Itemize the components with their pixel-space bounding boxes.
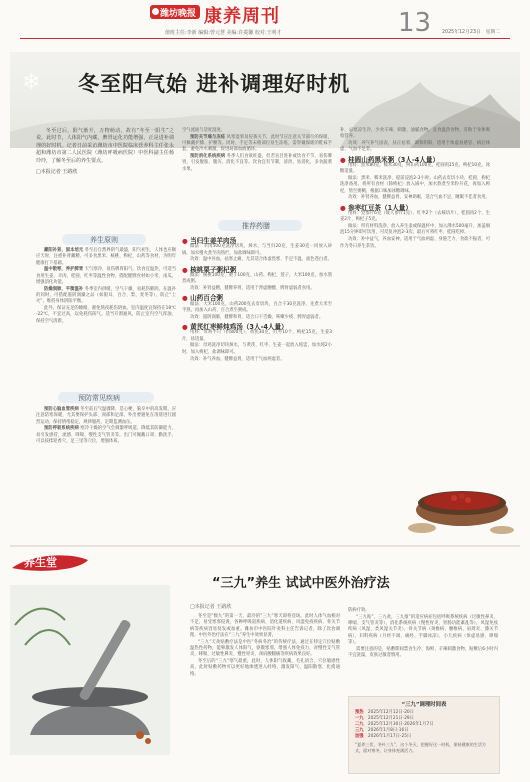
bullet-icon: ● [182, 237, 188, 245]
principle-head: 防燥润肺，平衡温补 [44, 286, 84, 292]
principle-head: 藏阳补肾，固本培元 [44, 248, 84, 253]
mortar-illustration [10, 585, 170, 755]
article-headline: “三九”养生 试试中医外治疗法 [212, 576, 390, 591]
article-column-2: 防病疗效。 “三九贴”，三九灸，三九推”的适应病症包括呼吸系统疾病（过敏性鼻炎、哮喘、支气管炎等），消化系统疾病（慢性胃炎、胃肠功能紊乱等），风湿免疫疾病（风湿、类风湿关节炎），骨关节病（颈椎病、腰椎病、肩周炎、膝关节病），妇科疾病（月经不调、痛经、手脚冰凉），小儿疾病（体虚易感、哮喘等）。 需要注意的是，贴敷期间禁食生冷、海鲜、辛辣刺激食物，贴敷后6小时内不宜洗澡，皮肤过敏者慎用。 [348, 608, 498, 659]
schedule-row: 三九 2026年1月8日-16日 [355, 728, 409, 734]
headline: 冬至阳气始 进补调理好时机 [78, 72, 351, 96]
intro-text: 冬至过后，阳气渐升，万物萌动，故有“冬至一阳生”之说。此时节，人体阳气内藏，脾胃运化功能增强，正是进补调理的好时机。记者日前采访潍坊市中医院临床营养科主任张永超和潍坊市第二人民医院（潍坊呼吸病医院）中医科副主任杨玲玲，了解冬至后的养生要点。 [36, 128, 174, 164]
prevention-item: 预防关节痛与冻疮 风寒湿邪易侵袭关节，此时节应注意关节部位的保暖，可佩戴护膝、护腰等。同时，手足等末梢部位易生冻疮，需穿戴保暖的鞋袜手套，避免冷水刺激，促进局部血液循环。 [182, 134, 332, 153]
schedule-row: 一九 2025年12月21日-29日 [355, 716, 414, 722]
schedule-list [349, 708, 499, 742]
section-header-principles [62, 234, 146, 245]
bullet-icon: ● [182, 323, 188, 332]
schedule-title: “三九”调理时间表 [401, 702, 447, 708]
recipe-item: ● 当归生姜羊肉汤 做法：羊肉500克洗净切块，焯水，与当归20克、生姜30克一同放入砂锅，加水慢火煮至肉熟烂，加盐调味即可。 功效：温中补血，祛寒止痛，尤其适合体虚畏寒、手足不温、面色苍白者。 [182, 237, 332, 263]
principle-item: 防燥润肺，平衡温补 冬季室内供暖，空气干燥，易耗伤肺阴。在温补的同时，可搭配滋阴润燥之品（如银耳、百合、梨、麦冬等），防止“上火”，维持身体阴阳平衡。 [36, 286, 177, 305]
logo-icon [152, 8, 159, 15]
recipe-item: ● 参枣红豆茶（1人量） 用料：党参片6克（或人参片1克），红枣2个（去核切片），桂圆肉2个，生姜2片，枸杞子5克。 做法：所有材料洗净，放入养生壶或保温杯中，加入沸水500毫升，加盖焖泡15分钟即可饮用，可反复冲泡2-3次，最后可将红枣、桂圆吃掉。 功效：补中益气，养血安神，适用于气血两虚、身倦乏力、食欲不振者，可作为冬日养生茶饮。 [340, 203, 490, 249]
schedule-box [348, 696, 500, 774]
prevention-body [36, 407, 176, 446]
section-header-recipes [218, 220, 302, 231]
schedule-row: 二九 2025年12月30日-2026年1月7日 [355, 722, 434, 728]
section-divider [10, 545, 520, 547]
schedule-row: 预热 2025年12月12日-20日 [355, 710, 414, 715]
issue-date: 2025年12月23日 星期二 [442, 30, 500, 35]
principles-body [36, 248, 176, 326]
wellness-banner-text: 养生堂 [24, 556, 57, 569]
masthead [0, 0, 530, 44]
recipe-item: ● 山药百合粥 做法：大米100克，山药200克去皮切块，百合干30克洗净，先煮大米至半熟，再加入山药、百合煮至粥成。 功效：滋阴润肺，健脾和胃，适合口干舌燥、咳嗽少痰、脾胃虚弱者。 [182, 294, 332, 320]
schedule-row: 加强 2026年1月17日-25日 [355, 734, 412, 740]
recipe-title: 黄芪红枣鲜炖鸡汤（3人-4人量） [190, 323, 288, 332]
masthead-logo [150, 5, 200, 19]
section-header-prevention [58, 392, 154, 403]
prevention-item: 预防消化系统疾病 冬季人们食欲旺盛，但若盲目进补或饮食不节，易伤脾胃，引发腹胀、腹泻、消化不良等。饮食宜有节制，清淡、易消化，多食蔬菜水果。 [182, 154, 332, 172]
schedule-footnote: “夏养三伏，冬补三九”，这个冬天，把握好这一时机，保持健康的生活方式，面对寒冬，让身体充满活力。 [355, 742, 487, 753]
page-number: 13 [398, 8, 432, 38]
carryover-text: 空气流通与适度湿度。 [182, 128, 225, 133]
principle-item: 藏阳补肾，固本培元 冬至后自然界阴气最盛，阳气初生，人体也应顺应天时，注重补肾藏精，可多食黑米、核桃、枸杞、山药等食材，为明年健康打下基础。 [36, 248, 177, 266]
recipes-column-2 [182, 238, 332, 363]
recipe-title: 桂圆山药黑米粥（3人-4人量） [348, 155, 440, 164]
recipe-item: ● 桂圆山药黑米粥（3人-4人量） 用料：黑米80克，糯米30克，鲜山药100克，桂圆肉15克，枸杞10克，冰糖适量。 做法：黑米、糯米洗净，提前浸泡2-3小时。山药去皮切小块，桂圆、枸杞洗净备用。将所有食材（除枸杞）放入锅中，加水熬煮至米粒开花，再加入枸杞，熬至粥稠，根据口味加冰糖调味。 功效：补肾养血，健脾益胃，安神助眠，适合气血不足、睡眠不佳者食用。 [340, 155, 490, 201]
principle-item: 温中散寒，养护脾胃 天气寒冷，易伤脾胃阳气，饮食宜温热，可适当食用生姜、羊肉、桂圆、红枣等温性食物，搭配健脾食材如小米、南瓜，增强消化功能。 [36, 267, 177, 285]
recipe-title: 当归生姜羊肉汤 [190, 237, 237, 245]
byline: □本报记者 王路欣 [36, 169, 78, 176]
section-title: 康养周刊 [204, 6, 280, 27]
snowflake-icon: ❄ [22, 70, 41, 95]
recipe-title: 核桃栗子粥杞粥 [190, 265, 237, 274]
prevention-item: 预防心脑血管疾病 冬至前后气温骤降，是心梗、脑卒中的高发期。应注意防寒保暖，尤其要保护头部、颈部和足部，外出要避免在清晨进行剧烈运动，保持情绪稳定，规律服药，定期监测血压。 [36, 407, 177, 425]
intro-paragraph [36, 128, 174, 176]
article-column-1: 冬至是“数九”的第一天，最冷的“三九”寒天即将登场。此时人体气血相对不足，易受寒邪侵袭，各种呼吸道疾病、消化道疾病、风湿免疫疾病、骨关节病等疾病容易复发或加重。潍坊市中医院针灸科主任告诉记者，除了饮食调理，中医外治疗法在“三九”养生中效果显著。 “三九”天灸贴敷疗法是中医“冬病冬治”的传统疗法，通过在特定穴位贴敷温热性药物，能够激发人体阳气，驱散寒邪，增强人体免疫力，对慢性支气管炎、哮喘、过敏性鼻炎、慢性胃炎、颈肩腰腿痛等疾病效果良好。 冬至后的“三九”寒气最重，此时，人体阳气收藏，毛孔闭合，穴位敏感性高，此时贴敷药物可以更好地渗透进入经络，激发阳气、温阳散寒、化痰通络。 [190, 614, 340, 677]
section-title-principles: 养生原则 [90, 236, 118, 244]
editor-credits: 值班主任:李新 编辑:曾元慧 美编:许菱馨 校对:王明才 [165, 30, 282, 36]
article-byline: □本报记者 王路欣 [190, 604, 232, 610]
principle-item: 此外，保证充足的睡眠，避免熬夜耗伤阴血。室内温度宜保持在18℃-22℃，不宜过高，以免耗伤阳气。适当开窗通风，防止室内空气浑浊，保持空气清新。 [36, 306, 176, 324]
recipe-item: ● 黄芪红枣鲜炖鸡汤（3人-4人量） 用料：母鸡半只（约800克），黄芪30克，红枣10个，枸杞15克，生姜3片，盐适量。 做法：母鸡洗净切块焯水，与黄芪、红枣、生姜一起放入炖盅，加水炖2小时，加入枸杞、盐调味即可。 功效：补气养血，健脾益胃，适用于气血两虚者。 [182, 323, 332, 362]
recipe-title: 山药百合粥 [190, 294, 224, 303]
section-title-recipes: 推荐药膳 [242, 222, 270, 230]
bullet-icon: ● [340, 203, 346, 212]
section-title-prevention: 预防常见疾病 [78, 394, 120, 402]
bullet-icon: ● [182, 294, 188, 303]
prevention-item: 预防呼吸系统疾病 寒冷干燥的空气会刺激呼吸道，降低其防御能力，易引发感冒、流感、哮喘、慢性支气管炎等。出门可佩戴口罩，勤洗手，可以按揉迎香穴、足三里等穴位，增强体质。 [36, 426, 177, 444]
bullet-icon: ● [340, 155, 346, 164]
recipe-item: ● 核桃栗子粥杞粥 做法：核桃100克、栗子100克、山药、枸杞、莲子，大米100克，加水熬煮成粥。 功效：补肾益精，健脾养胃，适用于肾虚腰酸、脾胃虚弱者食用。 [182, 265, 332, 292]
column-2-text [182, 128, 332, 174]
recipe-title: 参枣红豆茶（1人量） [348, 203, 412, 212]
column-3-text: 补，忌寒凉生冷，少食辛辣、刺激、油腻食物，宜食温热食物，有助于身体吸收营养。 功效：养气补气固表，扶正祛邪，调和阴阳，适用于体虚易感冒、病后体虚、气血不足者。 ● 桂圆山药黑米粥（3人-4人量） 用料：黑米80克，糯米30克，鲜山药100克，桂圆肉15克，枸杞10克，冰糖适量。 做法：黑米、糯米洗净，提前浸泡2-3小时。山药去皮切小块，桂圆、枸杞洗净备用。将所有食材（除枸杞）放入锅中，加水熬煮至米粒开花，再加入枸杞，熬至粥稠，根据口味加冰糖调味。 功效：补肾养血，健脾益胃，安神助眠，适合气血不足、睡眠不佳者食用。 ● 参枣红豆茶（1人量） 用料：党参片6克（或人参片1克），红枣2个（去核切片），桂圆肉2个，生姜2片，枸杞子5克。 做法：所有材料洗净，放入养生壶或保温杯中，加入沸水500毫升，加盖焖泡15分钟即可饮用，可反复冲泡2-3次，最后可将红枣、桂圆吃掉。 功效：补中益气，养血安神，适用于气血两虚、身倦乏力、食欲不振者，可作为冬日养生茶饮。 [340, 128, 490, 249]
wellness-banner [10, 548, 90, 576]
herb-bowl-illustration [392, 448, 522, 538]
bullet-icon: ● [182, 265, 188, 274]
newspaper-logo-text: 潍坊晚报 [160, 9, 197, 19]
principle-head: 温中散寒，养护脾胃 [44, 267, 84, 273]
masthead-rule [20, 38, 510, 39]
